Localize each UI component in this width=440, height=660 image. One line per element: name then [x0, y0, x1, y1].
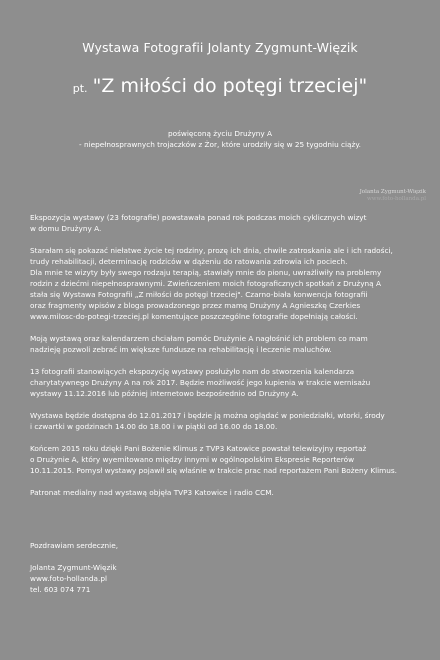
exhibition-title: Wystawa Fotografii Jolanty Zygmunt-Więzik: [82, 40, 358, 55]
watermark-line: www.foto-hollanda.pl: [367, 196, 426, 202]
paragraph-line: trudy rehabilitacji, determinację rodziców w dążeniu do ratowania zdrowia ich pociech.: [30, 257, 348, 266]
paragraph-line: www.milosc-do-potegi-trzeciej.pl komentujące poszczególne fotografie dopełniają całości.: [30, 312, 358, 321]
paragraph-line: o Drużynie A, który wyemitowano między innymi w ogólnopolskim Ekspresie Reporterów: [30, 455, 355, 464]
paragraph-line: charytatywnego Drużyny A na rok 2017. Będzie możliwość jego kupienia w trakcie wernisażu: [30, 378, 371, 387]
paragraph-line: i czwartki w godzinach 14.00 do 18.00 i w piątki od 16.00 do 18.00.: [30, 422, 278, 431]
paragraph-line: stała się Wystawa Fotografii „Z miłości do potęgi trzeciej". Czarno-biała konwencja fotografii: [30, 290, 368, 299]
paragraph-line: rodzin z dziećmi niepełnosprawnymi. Zwieńczeniem moich fotograficznych spotkań z Drużyną A: [30, 279, 381, 288]
body-paragraph: [30, 366, 420, 399]
body-paragraph: [30, 212, 420, 234]
greeting: Pozdrawiam serdecznie,: [30, 541, 119, 550]
title-main: "Z miłości do potęgi trzeciej": [92, 75, 368, 97]
body-paragraph: [30, 333, 420, 355]
signature-block: [30, 540, 118, 595]
paragraph-line: Starałam się pokazać niełatwe życie tej rodziny, prozę ich dnia, chwile zatroskania ale i ich radości,: [30, 246, 393, 255]
paragraph-line: w domu Drużyny A.: [30, 224, 102, 233]
website-link[interactable]: www.foto-hollanda.pl: [30, 574, 108, 583]
author-name: Jolanta Zygmunt-Więzik: [30, 563, 117, 572]
dedication-line: - niepełnosprawnych trojaczków z Żor, które urodziły się w 25 tygodniu ciąży.: [79, 140, 361, 149]
exhibition-subtitle-title: [0, 75, 440, 97]
paragraph-line: Moją wystawą oraz kalendarzem chciałam pomóc Drużynie A nagłośnić ich problem co mam: [30, 334, 368, 343]
body-paragraph: [30, 443, 420, 476]
title-prefix: pt.: [72, 82, 88, 95]
phone-number: tel. 603 074 771: [30, 585, 91, 594]
paragraph-line: Ekspozycja wystawy (23 fotografie) powstawała ponad rok podczas moich cyklicznych wizyt: [30, 213, 367, 222]
paragraph-line: Patronat medialny nad wystawą objęła TVP3 Katowice i radio CCM.: [30, 488, 274, 497]
paragraph-line: Końcem 2015 roku dzięki Pani Bożenie Klimus z TVP3 Katowice powstał telewizyjny reportaż: [30, 444, 367, 453]
paragraph-line: 10.11.2015. Pomysł wystawy pojawił się właśnie w trakcie prac nad reportażem Pani Bożeny Klimus.: [30, 466, 398, 475]
body-text: [30, 212, 420, 509]
watermark-line: Jolanta Zygmunt-Więzik: [359, 189, 426, 195]
body-paragraph: [30, 487, 420, 498]
body-paragraph: [30, 410, 420, 432]
watermark: [360, 189, 426, 203]
paragraph-line: 13 fotografii stanowiących ekspozycję wystawy posłużyło nam do stworzenia kalendarza: [30, 367, 355, 376]
paragraph-line: Dla mnie te wizyty były swego rodzaju terapią, stawiały mnie do pionu, uwrażliwiły na problemy: [30, 268, 382, 277]
paragraph-line: nadzieję pozwoli zebrać im większe fundusze na rehabilitację i leczenie maluchów.: [30, 345, 332, 354]
dedication-line: poświęconą życiu Drużyny A: [167, 129, 273, 138]
dedication: [0, 128, 440, 150]
paragraph-line: wystawy 11.12.2016 lub później internetowo bezpośrednio od Drużyny A.: [30, 389, 299, 398]
body-paragraph: [30, 245, 420, 322]
paragraph-line: Wystawa będzie dostępna do 12.01.2017 i będzie ją można oglądać w poniedziałki, wtorki, środy: [30, 411, 385, 420]
paragraph-line: oraz fragmenty wpisów z bloga prowadzonego przez mamę Drużyny A Agnieszkę Czerkies: [30, 301, 361, 310]
